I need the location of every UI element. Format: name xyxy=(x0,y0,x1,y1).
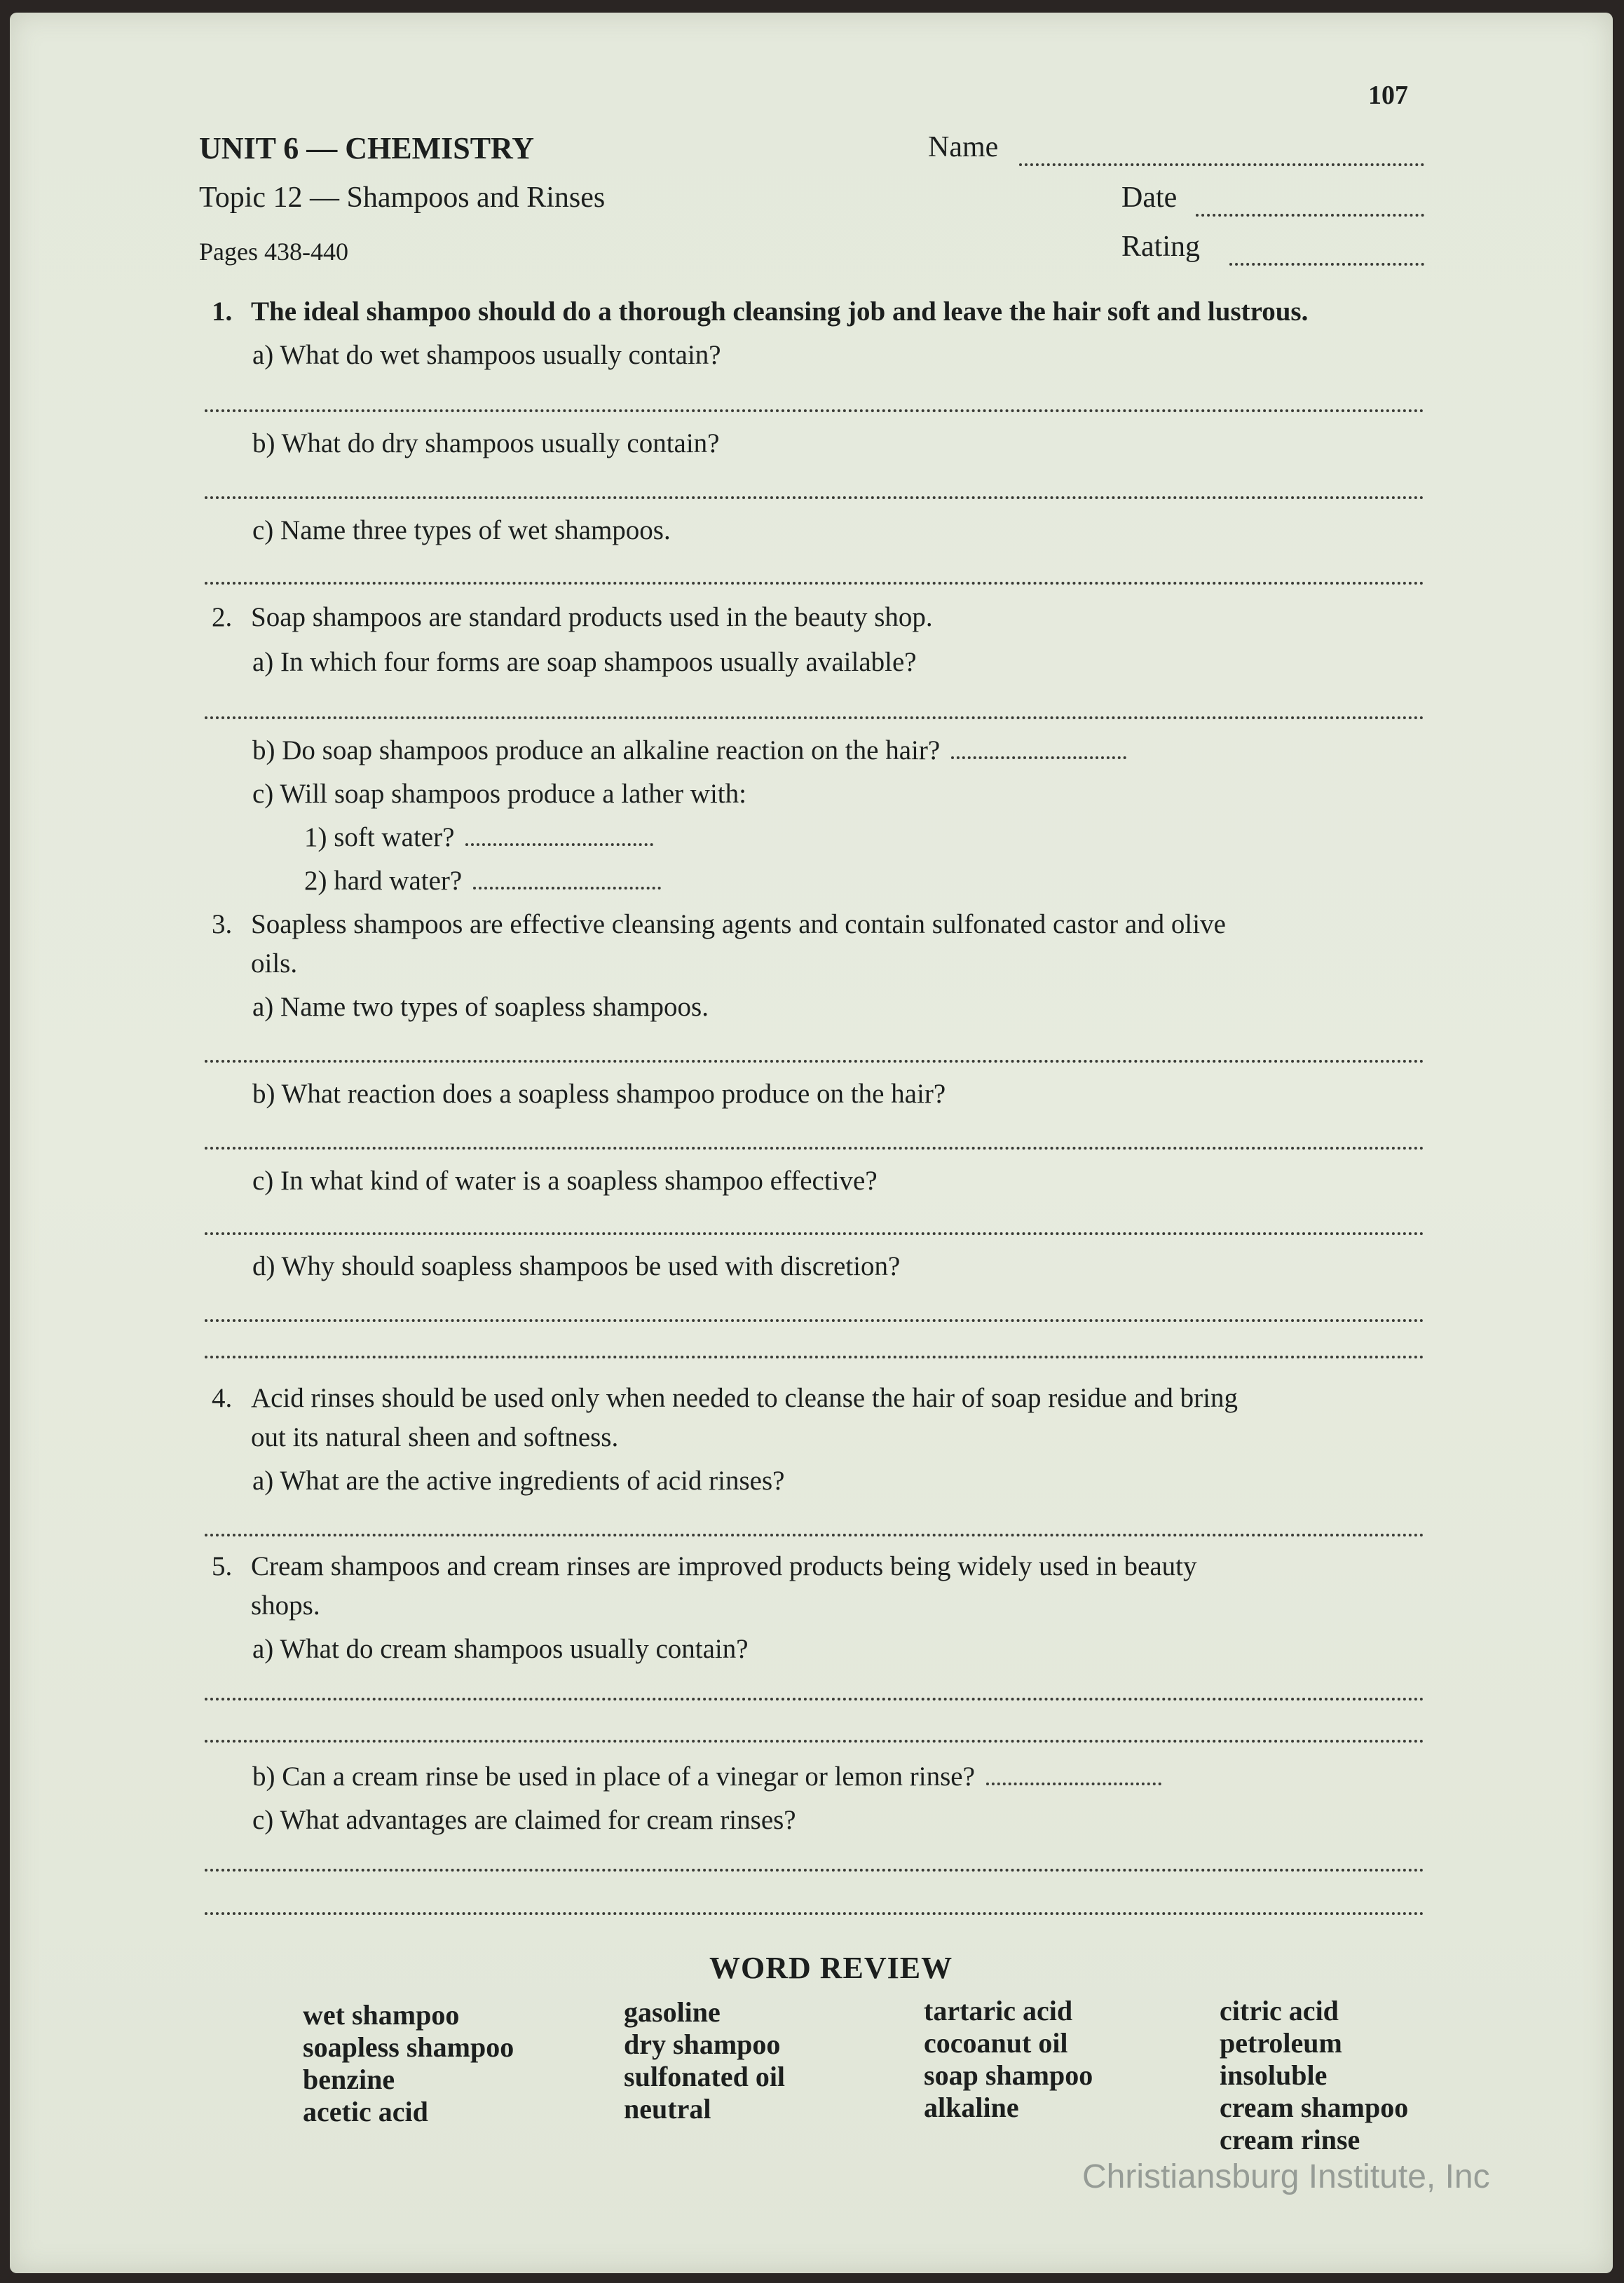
answer-line-2a[interactable] xyxy=(205,716,1424,719)
question-3d: d) Why should soapless shampoos be used with discretion? xyxy=(252,1251,901,1281)
question-number: 5. xyxy=(212,1551,233,1581)
word-review-term: soapless shampoo xyxy=(303,2031,514,2063)
question-3-text-line2: oils. xyxy=(251,948,298,979)
word-review-term: soap shampoo xyxy=(924,2059,1093,2091)
word-review-term: gasoline xyxy=(624,1996,721,2028)
question-4 xyxy=(212,1382,1238,1414)
answer-line-1c[interactable] xyxy=(205,582,1424,585)
answer-line-3d-1[interactable] xyxy=(205,1319,1424,1322)
answer-line-1b[interactable] xyxy=(205,496,1424,499)
question-3a: a) Name two types of soapless shampoos. xyxy=(252,992,709,1022)
word-review-column-2 xyxy=(624,1996,785,2125)
question-text: The ideal shampoo should do a thorough cleansing job and leave the hair soft and lustrous. xyxy=(251,297,1309,327)
word-review-title: WORD REVIEW xyxy=(709,1951,953,1985)
question-3 xyxy=(212,908,1226,940)
question-1a: a) What do wet shampoos usually contain? xyxy=(252,340,721,370)
question-2c1 xyxy=(304,822,653,853)
word-review-term: wet shampoo xyxy=(303,1999,460,2031)
rating-field[interactable] xyxy=(1229,257,1424,269)
answer-line-5c-2[interactable] xyxy=(205,1912,1424,1915)
word-review-term: cream rinse xyxy=(1220,2124,1360,2155)
word-review-term: citric acid xyxy=(1220,1995,1339,2026)
worksheet-page xyxy=(10,13,1613,2273)
word-review-term: cocoanut oil xyxy=(924,2027,1068,2059)
question-1 xyxy=(212,296,1308,327)
answer-line-5b[interactable] xyxy=(986,1780,1161,1785)
unit-title: UNIT 6 — CHEMISTRY xyxy=(199,131,535,165)
rating-label: Rating xyxy=(1121,231,1200,263)
question-4-text-line2: out its natural sheen and softness. xyxy=(251,1422,619,1452)
word-review-term: alkaline xyxy=(924,2092,1019,2123)
word-review-column-4 xyxy=(1220,1995,1408,2156)
answer-line-2c1[interactable] xyxy=(465,840,653,846)
question-number: 3. xyxy=(212,909,233,939)
question-2b-text: b) Do soap shampoos produce an alkaline reaction on the hair? xyxy=(252,735,941,765)
question-text-line1: Soapless shampoos are effective cleansing agents and contain sulfonated castor and olive xyxy=(251,909,1226,939)
question-5c: c) What advantages are claimed for cream rinses? xyxy=(252,1805,796,1835)
answer-line-1a[interactable] xyxy=(205,409,1424,412)
question-2c1-text: 1) soft water? xyxy=(304,822,455,852)
question-3b: b) What reaction does a soapless shampoo produce on the hair? xyxy=(252,1079,946,1109)
date-field[interactable] xyxy=(1196,207,1424,220)
word-review-term: insoluble xyxy=(1220,2059,1328,2091)
question-1b: b) What do dry shampoos usually contain? xyxy=(252,428,720,458)
question-text-line1: Cream shampoos and cream rinses are improved products being widely used in beauty xyxy=(251,1551,1197,1581)
word-review-term: cream shampoo xyxy=(1220,2092,1409,2123)
answer-line-5c-1[interactable] xyxy=(205,1869,1424,1872)
watermark-text: Christiansburg Institute, Inc xyxy=(1082,2158,1490,2195)
answer-line-2c2[interactable] xyxy=(473,884,661,890)
word-review-term: dry shampoo xyxy=(624,2029,781,2060)
word-review-term: benzine xyxy=(303,2064,395,2095)
word-review-term: sulfonated oil xyxy=(624,2061,786,2092)
question-text-line1: Acid rinses should be used only when needed to cleanse the hair of soap residue and bring xyxy=(251,1383,1238,1413)
name-field[interactable] xyxy=(1019,157,1424,170)
question-5-text-line2: shops. xyxy=(251,1590,320,1621)
date-label: Date xyxy=(1121,182,1178,214)
page-number: 107 xyxy=(1368,81,1408,110)
question-5a: a) What do cream shampoos usually contain? xyxy=(252,1634,749,1664)
question-5b-text: b) Can a cream rinse be used in place of a vinegar or lemon rinse? xyxy=(252,1761,975,1792)
word-review-term: acetic acid xyxy=(303,2096,428,2127)
question-5 xyxy=(212,1551,1196,1582)
question-2a: a) In which four forms are soap shampoos usually available? xyxy=(252,647,917,677)
answer-line-3d-2[interactable] xyxy=(205,1356,1424,1358)
question-number: 1. xyxy=(212,297,233,327)
answer-line-4a[interactable] xyxy=(205,1534,1424,1536)
word-review-term: petroleum xyxy=(1220,2027,1342,2059)
question-number: 2. xyxy=(212,602,233,632)
answer-line-5a-1[interactable] xyxy=(205,1698,1424,1701)
question-1c: c) Name three types of wet shampoos. xyxy=(252,515,671,545)
answer-line-3b[interactable] xyxy=(205,1147,1424,1150)
question-text: Soap shampoos are standard products used in the beauty shop. xyxy=(251,602,933,632)
question-2c2-text: 2) hard water? xyxy=(304,866,463,896)
page-range: Pages 438-440 xyxy=(199,238,348,266)
question-2c2 xyxy=(304,865,661,897)
answer-line-5a-2[interactable] xyxy=(205,1740,1424,1743)
question-number: 4. xyxy=(212,1383,233,1413)
question-4a: a) What are the active ingredients of acid rinses? xyxy=(252,1466,785,1496)
question-2 xyxy=(212,601,933,633)
question-5b xyxy=(252,1761,1161,1792)
answer-line-2b[interactable] xyxy=(951,754,1126,759)
word-review-column-3 xyxy=(924,1995,1093,2124)
question-3c: c) In what kind of water is a soapless shampoo effective? xyxy=(252,1166,878,1196)
word-review-column-1 xyxy=(303,1999,514,2128)
topic-title: Topic 12 — Shampoos and Rinses xyxy=(199,182,606,214)
name-label: Name xyxy=(928,131,999,163)
word-review-term: neutral xyxy=(624,2093,711,2125)
answer-line-3a[interactable] xyxy=(205,1060,1424,1063)
question-2c: c) Will soap shampoos produce a lather with: xyxy=(252,779,746,809)
word-review-term: tartaric acid xyxy=(924,1995,1073,2026)
question-2b xyxy=(252,735,1126,766)
answer-line-3c[interactable] xyxy=(205,1232,1424,1235)
